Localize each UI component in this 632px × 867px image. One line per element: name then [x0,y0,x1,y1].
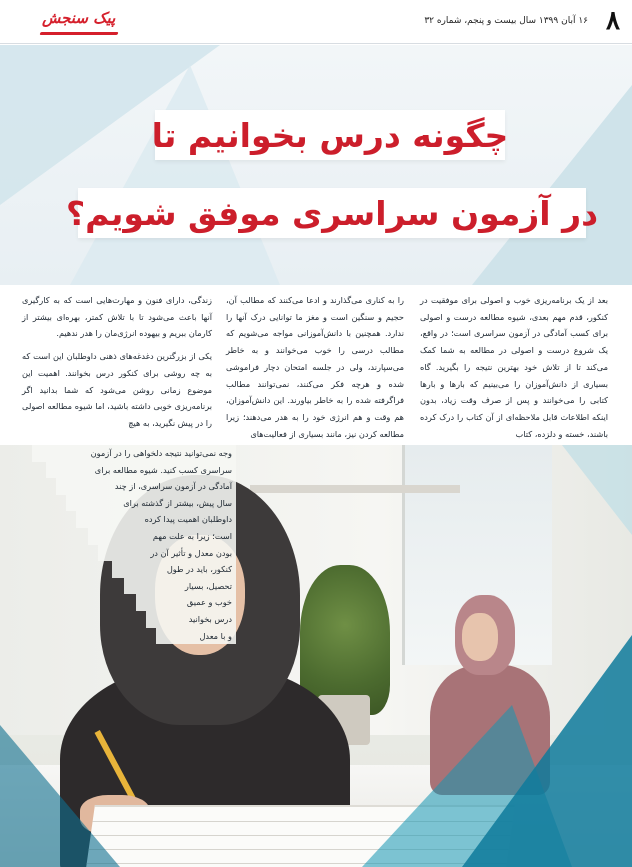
article-title-line-1: چگونه درس بخوانیم تا [155,110,505,160]
page-header [0,0,632,44]
text-line: آمادگی در آزمون سراسری، از چند [56,478,236,495]
text-line: وجه نمی‌توانید نتیجه دلخواهی را در آزمون [32,445,236,462]
text-line: و با معدل [156,628,236,645]
title-banner [0,45,632,285]
text-line: تحصیل، بسیار [124,578,236,595]
text-line: است؛ زیرا به علت مهم [88,528,236,545]
paragraph: را به کناری می‌گذارند و ادعا می‌کنند که مطالب آن، حجیم و سنگین است و مغز ما توانایی درک آنها را ندارد. همچنین با دانش‌آموزانی مواجه می‌شویم که مطالب درسی را خوب می‌خوانند و به خاطر می‌سپارند، ولی در جلسه امتحان دچار فراموشی شده و هرچه فکر می‌کنند، نمی‌توانند مطالب فراگرفته شده را به خاطر بیاورند. این دانش‌آموزان، هم وقت و هم انرژی خود را به هدر می‌دهند؛ زیرا مطالعه کردن نیز، مانند بسیاری از فعالیت‌های [226,295,404,439]
teal-decoration [462,635,632,867]
text-line: کنکور، باید در طول [112,561,236,578]
page-number: ۸ [606,6,620,36]
text-column-right [420,292,608,448]
paragraph: بعد از یک برنامه‌ریزی خوب و اصولی برای موفقیت در کنکور، قدم مهم بعدی، شیوه مطالعه درست و اصولی برای کسب آمادگی در آزمون سراسری است؛ در واقع، یک شروع درست و اصولی در مطالعه به شما کمک می‌کند تا از تلاش خود بهترین نتیجه را بگیرید. گاه بسیاری از دانش‌آموزان را می‌بینیم که بارها و بارها کتابی را می‌خوانند و پس از صرف وقت زیاد، بدون اینکه اطلاعات قابل ملاحظه‌ای از آن کتاب را درک کرده باشند، خسته و دلزده، کتاب [420,295,608,439]
issue-info: ۱۶ آبان ۱۳۹۹ سال بیست و پنجم، شماره ۳۲ [424,16,588,26]
text-line: داوطلبان اهمیت پیدا کرده [76,511,236,528]
hero-decoration [70,65,280,285]
photo-overlay-text [32,445,236,644]
text-line: بودن معدل و تأثیر آن در [98,545,236,562]
paragraph: زندگی، دارای فنون و مهارت‌هایی است که به کارگیری آنها باعث می‌شود تا با تلاش کمتر، بهره‌ای بیشتر از کارمان ببریم و بیهوده انرژی‌مان را هدر ندهیم. [22,295,212,339]
text-column-middle [226,292,404,448]
text-column-left [22,292,212,438]
article-body [0,292,632,442]
text-line: خوب و عمیق [136,594,236,611]
article-title-line-2: در آزمون سراسری موفق شویم؟ [78,188,586,238]
teal-decoration [562,445,632,535]
text-line: سال پیش، بیشتر از گذشته برای [66,495,236,512]
publication-logo: پیک سنجش [42,9,116,27]
text-line: سراسری کسب کنید. شیوه مطالعه برای [46,462,236,479]
text-line: درس بخوانید [146,611,236,628]
logo-underline [40,32,119,35]
teal-decoration [0,725,120,867]
paragraph: یکی از بزرگترین دغدغه‌های ذهنی داوطلبان این است که به چه روشی برای کنکور درس بخوانند. اهمیت این موضوع زمانی روشن می‌شود که شما بدانید اگر برنامه‌ریزی خوبی داشته باشید، اما شیوه مطالعه اصولی را در پیش نگیرید، به هیچ [22,351,212,428]
